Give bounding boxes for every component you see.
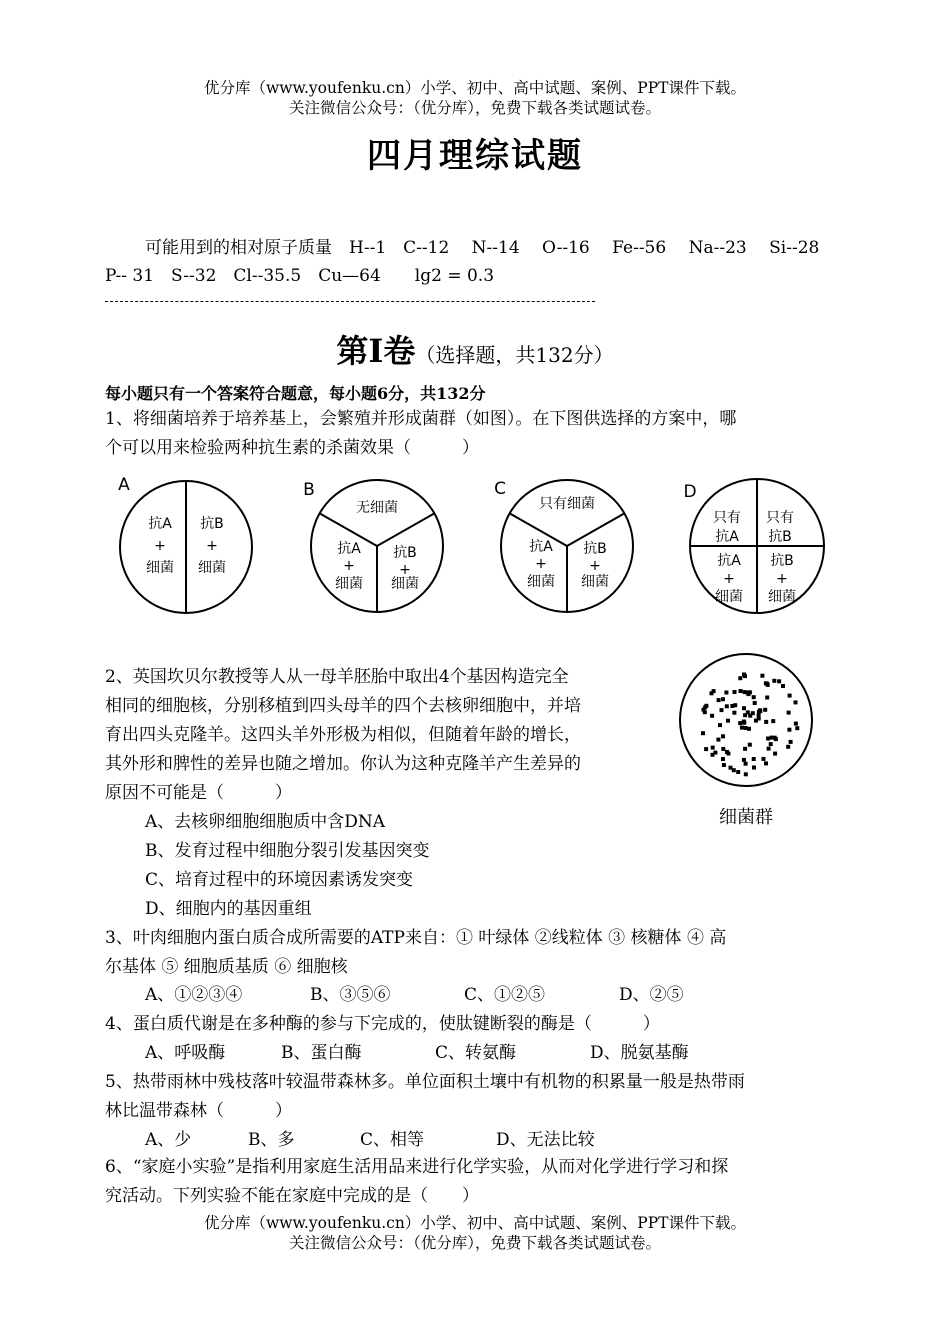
bacteria-dot bbox=[718, 723, 722, 727]
q4-line-1: 4、蛋白质代谢是在多种酶的参与下完成的，使肽键断裂的酶是（ ） bbox=[105, 1014, 660, 1034]
d-br-bacteria: 细菌 bbox=[768, 589, 796, 605]
a-right-antibiotic: 抗B bbox=[200, 516, 224, 532]
bacteria-dot bbox=[764, 720, 768, 724]
q1-figure bbox=[0, 470, 950, 630]
colony-figure bbox=[670, 650, 830, 835]
b-right-bacteria: 细菌 bbox=[391, 576, 419, 592]
bacteria-dot bbox=[725, 750, 729, 754]
bacteria-dot bbox=[744, 772, 748, 776]
b-left-bacteria: 细菌 bbox=[335, 576, 363, 592]
q3-option-c: C、①②⑤ bbox=[464, 985, 546, 1005]
bacteria-dot bbox=[752, 757, 756, 761]
bacteria-dot bbox=[720, 708, 724, 712]
bacteria-dot bbox=[717, 698, 721, 702]
fig-label-b: B bbox=[303, 480, 315, 500]
q3-option-d: D、②⑤ bbox=[619, 985, 684, 1005]
q5-options bbox=[145, 1126, 595, 1155]
bacteria-dot bbox=[739, 689, 743, 693]
q2-line-3: 育出四头克隆羊。这四头羊外形极为相似，但随着年龄的增长， bbox=[105, 725, 581, 745]
dish-b-divider bbox=[377, 513, 435, 546]
q4-options bbox=[145, 1039, 689, 1068]
b-right-antibiotic: 抗B bbox=[393, 545, 417, 561]
d-tl-antibiotic: 抗A bbox=[715, 529, 739, 545]
b-left-antibiotic: 抗A bbox=[337, 541, 361, 557]
bacteria-dot bbox=[738, 676, 742, 680]
bacteria-dot bbox=[721, 747, 725, 751]
bacteria-dot bbox=[716, 738, 720, 742]
q5-option-a: A、少 bbox=[145, 1130, 192, 1150]
d-tr-antibiotic: 抗B bbox=[768, 529, 792, 545]
q6-line-1: 6、“家庭小实验”是指利用家庭生活用品来进行化学实验，从而对化学进行学习和探 bbox=[105, 1157, 729, 1177]
bacteria-dot bbox=[722, 763, 726, 767]
bacteria-dot bbox=[757, 717, 761, 721]
bacteria-dot bbox=[771, 719, 775, 723]
colony-dots bbox=[701, 673, 799, 777]
section-subtitle: （选择题，共132分） bbox=[415, 343, 614, 367]
footer-line-1: 优分库（www.youfenku.cn）小学、初中、高中试题、案例、PPT课件下载。 bbox=[203, 1214, 747, 1232]
section-title: 第Ⅰ卷 bbox=[336, 332, 416, 370]
c-right-bacteria: 细菌 bbox=[581, 574, 609, 590]
bacteria-dot bbox=[744, 762, 748, 766]
bacteria-dot bbox=[752, 695, 756, 699]
bacteria-dot bbox=[764, 761, 768, 765]
bacteria-dot bbox=[794, 700, 798, 704]
bacteria-dot bbox=[725, 704, 729, 708]
bacteria-dot bbox=[795, 726, 799, 730]
d-br-antibiotic: 抗B bbox=[770, 553, 794, 569]
q2-option-a: A、去核卵细胞细胞质中含DNA bbox=[145, 812, 386, 832]
bacteria-dot bbox=[748, 714, 752, 718]
q1-line-2: 个可以用来检验两种抗生素的杀菌效果（ ） bbox=[105, 438, 479, 458]
bacteria-dot bbox=[742, 720, 746, 724]
q2-line-2: 相同的细胞核，分别移植到四头母羊的四个去核卵细胞中，并培 bbox=[105, 696, 581, 716]
bacteria-dot bbox=[769, 742, 773, 746]
q1-line-1: 1、将细菌培养于培养基上，会繁殖并形成菌群（如图）。在下图供选择的方案中，哪 bbox=[105, 409, 737, 429]
bacteria-dot bbox=[794, 722, 798, 726]
bacteria-dot bbox=[721, 697, 725, 701]
c-left-plus: + bbox=[535, 556, 547, 572]
q5-option-c: C、相等 bbox=[360, 1130, 425, 1150]
section-heading bbox=[0, 326, 950, 372]
q4-option-a: A、呼吸酶 bbox=[145, 1043, 226, 1063]
bacteria-dot bbox=[762, 757, 766, 761]
q4-option-d: D、脱氨基酶 bbox=[590, 1043, 689, 1063]
q6-line-2: 究活动。下列实验不能在家庭中完成的是（ ） bbox=[105, 1186, 479, 1206]
bacteria-dot bbox=[765, 696, 769, 700]
bacteria-dot bbox=[738, 721, 742, 725]
d-br-plus: + bbox=[776, 571, 788, 587]
bacteria-dot bbox=[770, 736, 774, 740]
bacteria-dot bbox=[753, 701, 757, 705]
q2-option-d: D、细胞内的基因重组 bbox=[145, 899, 312, 919]
fig-label-c: C bbox=[494, 479, 506, 499]
q3-line-1: 3、叶肉细胞内蛋白质合成所需要的ATP来自：① 叶绿体 ②线粒体 ③ 核糖体 ④ 高 bbox=[105, 928, 727, 948]
footer-line-2: 关注微信公众号：（优分库），免费下载各类试题试卷。 bbox=[288, 1234, 661, 1252]
bacteria-dot bbox=[788, 694, 792, 698]
bacteria-dot bbox=[736, 770, 740, 774]
bacteria-dot bbox=[767, 747, 771, 751]
q2-line-5: 原因不可能是（ ） bbox=[105, 783, 292, 803]
bacteria-dot bbox=[726, 719, 730, 723]
q5-option-b: B、多 bbox=[248, 1130, 295, 1150]
bacteria-dot bbox=[773, 752, 777, 756]
header-line-1: 优分库（www.youfenku.cn）小学、初中、高中试题、案例、PPT课件下载。 bbox=[203, 79, 747, 97]
colony-label: 细菌群 bbox=[719, 807, 773, 828]
atomic-masses-line-2: P-- 31 S--32 Cl--35.5 Cu—64 lg2 = 0.3 bbox=[105, 266, 495, 286]
bacteria-dot bbox=[711, 746, 715, 750]
bacteria-dot bbox=[742, 706, 746, 710]
q3-option-b: B、③⑤⑥ bbox=[310, 985, 391, 1005]
c-top-only-bacteria: 只有细菌 bbox=[539, 496, 595, 512]
q2-line-1: 2、英国坎贝尔教授等人从一母羊胚胎中取出4个基因构造完全 bbox=[105, 667, 569, 687]
q2-option-b: B、发育过程中细胞分裂引发基因突变 bbox=[145, 841, 430, 861]
bacteria-dot bbox=[766, 683, 770, 687]
bacteria-dot bbox=[730, 704, 734, 708]
bacteria-dot bbox=[704, 747, 708, 751]
q3-options bbox=[145, 981, 684, 1010]
bacteria-dot bbox=[742, 758, 746, 762]
q5-line-1: 5、热带雨林中残枝落叶较温带森林多。单位面积土壤中有机物的积累量一般是热带雨 bbox=[105, 1072, 745, 1092]
bacteria-dot bbox=[744, 726, 748, 730]
d-bl-bacteria: 细菌 bbox=[715, 589, 743, 605]
b-top-no-bacteria: 无细菌 bbox=[356, 500, 398, 516]
bacteria-dot bbox=[781, 684, 785, 688]
bacteria-dot bbox=[760, 674, 764, 678]
bacteria-dot bbox=[747, 692, 751, 696]
fig-label-a: A bbox=[118, 475, 130, 495]
bacteria-dot bbox=[787, 711, 791, 715]
q5-option-d: D、无法比较 bbox=[496, 1130, 595, 1150]
bacteria-dot bbox=[721, 757, 725, 761]
bacteria-dot bbox=[777, 679, 781, 683]
bacteria-dot bbox=[711, 753, 715, 757]
bacteria-dot bbox=[752, 766, 756, 770]
q3-option-a: A、①②③④ bbox=[145, 985, 243, 1005]
bacteria-dot bbox=[748, 743, 752, 747]
a-right-plus: + bbox=[206, 538, 218, 554]
a-left-bacteria: 细菌 bbox=[146, 560, 174, 576]
d-tr-only: 只有 bbox=[766, 510, 794, 526]
q2-line-4: 其外形和脾性的差异也随之增加。你认为这种克隆羊产生差异的 bbox=[105, 754, 581, 774]
d-bl-plus: + bbox=[723, 571, 735, 587]
bacteria-dot bbox=[740, 726, 744, 730]
c-right-plus: + bbox=[589, 558, 601, 574]
bacteria-dot bbox=[732, 711, 736, 715]
bacteria-dot bbox=[702, 708, 706, 712]
bacteria-dot bbox=[729, 766, 733, 770]
bacteria-dot bbox=[758, 708, 762, 712]
b-left-plus: + bbox=[343, 558, 355, 574]
q4-option-c: C、转氨酶 bbox=[435, 1043, 517, 1063]
q3-line-2: 尔基体 ⑤ 细胞质基质 ⑥ 细胞核 bbox=[105, 957, 348, 977]
bacteria-dot bbox=[772, 679, 776, 683]
bacteria-dot bbox=[733, 690, 737, 694]
d-bl-antibiotic: 抗A bbox=[717, 553, 741, 569]
page-title: 四月理综试题 bbox=[367, 136, 583, 176]
c-right-antibiotic: 抗B bbox=[583, 541, 607, 557]
a-left-antibiotic: 抗A bbox=[148, 516, 172, 532]
fig-label-d: D bbox=[683, 482, 697, 502]
bacteria-dot bbox=[721, 734, 725, 738]
bacteria-dot bbox=[787, 728, 791, 732]
bacteria-dot bbox=[710, 714, 714, 718]
bacteria-dot bbox=[763, 708, 767, 712]
c-left-antibiotic: 抗A bbox=[529, 539, 553, 555]
q2-option-c: C、培育过程中的环境因素诱发突变 bbox=[145, 870, 414, 890]
a-left-plus: + bbox=[154, 538, 166, 554]
header-line-2: 关注微信公众号：（优分库），免费下载各类试题试卷。 bbox=[288, 99, 661, 117]
bacteria-dot bbox=[786, 745, 790, 749]
atomic-masses-line-1: 可能用到的相对原子质量 H--1 C--12 N--14 O--16 Fe--56 Na--23 Si--28 bbox=[145, 238, 820, 258]
q5-line-2: 林比温带森林（ ） bbox=[105, 1101, 292, 1121]
bacteria-dot bbox=[742, 673, 746, 677]
bacteria-dot bbox=[724, 691, 728, 695]
bacteria-dot bbox=[766, 737, 770, 741]
d-tl-only: 只有 bbox=[713, 510, 741, 526]
q4-option-b: B、蛋白酶 bbox=[281, 1043, 362, 1063]
bacteria-dot bbox=[712, 689, 716, 693]
a-right-bacteria: 细菌 bbox=[198, 560, 226, 576]
bacteria-dot bbox=[789, 740, 793, 744]
c-left-bacteria: 细菌 bbox=[527, 574, 555, 590]
divider bbox=[105, 301, 595, 302]
bacteria-dot bbox=[701, 731, 705, 735]
section-instruction: 每小题只有一个答案符合题意，每小题6分，共132分 bbox=[105, 384, 486, 403]
bacteria-dot bbox=[743, 747, 747, 751]
b-right-plus: + bbox=[399, 562, 411, 578]
